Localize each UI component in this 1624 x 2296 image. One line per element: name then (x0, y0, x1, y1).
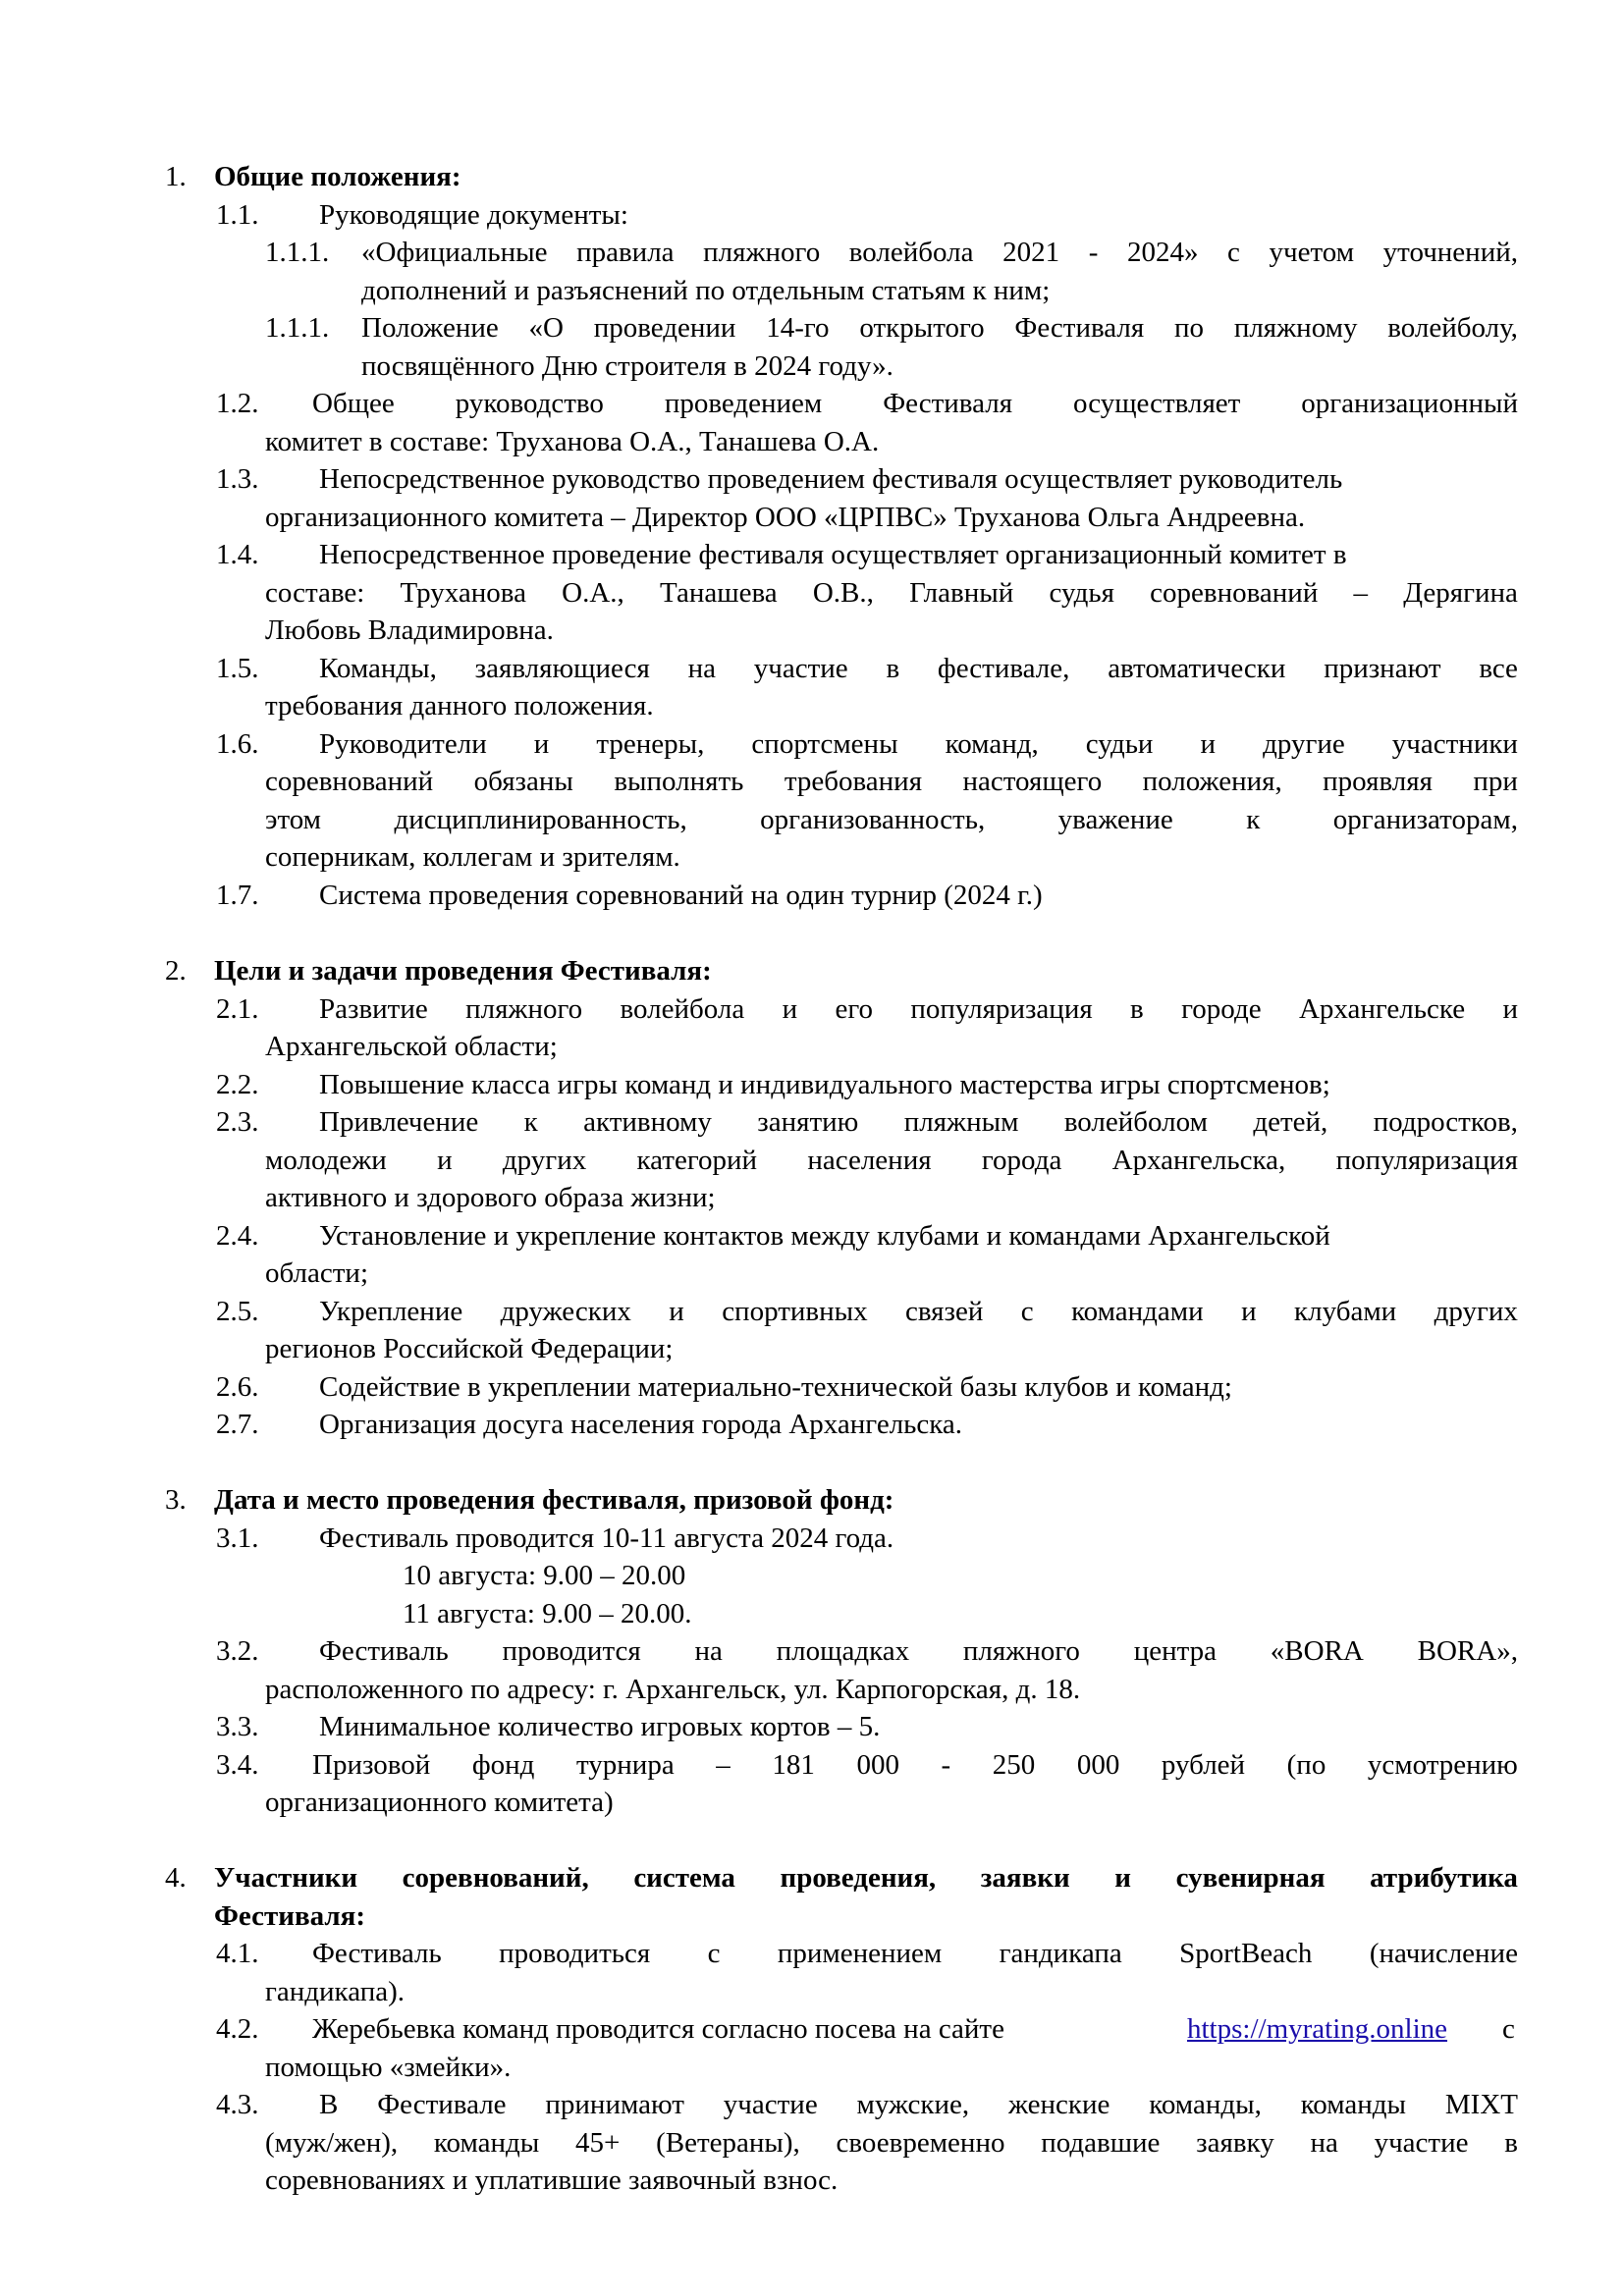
item-number: 1.1.1. (265, 237, 330, 268)
item-number: 4.1. (216, 1938, 259, 1969)
word: фонд (471, 1749, 535, 1781)
myrating-link[interactable]: https://myrating.online (1187, 2013, 1448, 2045)
word: атрибутика (1370, 1862, 1518, 1894)
word: Труханова (400, 577, 526, 609)
item-text-justified (265, 762, 1518, 801)
word: других (502, 1145, 587, 1176)
word: клубами (1294, 1296, 1397, 1327)
item-text-justified (265, 800, 1518, 839)
item-text-justified (265, 2123, 1518, 2163)
word: судьи (1085, 728, 1154, 760)
section-number: 2. (165, 955, 187, 987)
word: организационный (1301, 388, 1518, 419)
word: Архангельске (1298, 993, 1466, 1025)
item-number: 1.1. (216, 199, 259, 231)
word: В (319, 2089, 339, 2120)
word: спортсмены (751, 728, 898, 760)
word: участие (753, 653, 848, 684)
word: связей (905, 1296, 984, 1327)
word: на (687, 653, 716, 684)
word: проводиться (499, 1938, 651, 1969)
item-text: посвящённого Дню строителя в 2024 году». (361, 350, 893, 382)
word: пляжного (962, 1635, 1080, 1667)
word: волейболу, (1387, 312, 1518, 344)
word: при (1473, 766, 1518, 797)
word: Команды, (319, 653, 437, 684)
word: Фестиваля (1014, 312, 1145, 344)
item-text: Любовь Владимировна. (265, 614, 554, 646)
word: Положение (361, 312, 499, 344)
item-text: соревнованиях и уплатившие заявочный взнос. (265, 2164, 839, 2196)
section-title-justified (214, 1858, 1518, 1897)
word: других (1434, 1296, 1518, 1327)
word: Укрепление (319, 1296, 463, 1327)
word: к (523, 1106, 538, 1138)
item-number: 2.5. (216, 1296, 259, 1327)
item-text: Непосредственное руководство проведением фестиваля осуществляет руководитель (319, 463, 1343, 495)
section-title: Дата и место проведения фестиваля, призовой фонд: (214, 1484, 894, 1516)
item-text: области; (265, 1257, 368, 1289)
word: волейбола (848, 237, 974, 268)
item-number: 1.6. (216, 728, 259, 760)
word: проводится (502, 1635, 641, 1667)
item-text: Непосредственное проведение фестиваля осуществляет организационный комитет в (319, 539, 1347, 570)
item-number: 1.4. (216, 539, 259, 570)
item-text: требования данного положения. (265, 690, 654, 721)
word: SportBeach (1179, 1938, 1313, 1969)
word: - (941, 1749, 951, 1781)
word: с (707, 1938, 721, 1969)
word: автоматически (1108, 653, 1286, 684)
word: другие (1263, 728, 1345, 760)
word: с (1227, 237, 1240, 268)
item-number: 3.2. (216, 1635, 259, 1667)
item-number: 4.2. (216, 2013, 259, 2045)
item-text: активного и здорового образа жизни; (265, 1182, 716, 1213)
word: организаторам, (1332, 804, 1518, 835)
word: MIXT (1444, 2089, 1518, 2120)
item-text: Руководящие документы: (319, 199, 628, 231)
item-number: 2.6. (216, 1371, 259, 1403)
word: командами (1071, 1296, 1204, 1327)
word: и (533, 728, 550, 760)
word: сувенирная (1175, 1862, 1326, 1894)
word: команды, (1149, 2089, 1262, 2120)
item-number: 1.3. (216, 463, 259, 495)
word: города (981, 1145, 1062, 1176)
word: населения (807, 1145, 932, 1176)
word: волейбола (620, 993, 745, 1025)
item-text: расположенного по адресу: г. Архангельск, ул. Карпогорская, д. 18. (265, 1674, 1081, 1705)
word: Участники (214, 1862, 358, 1894)
word: выполнять (614, 766, 744, 797)
word: спортивных (722, 1296, 868, 1327)
word: заявку (1196, 2127, 1274, 2159)
item-text: соперникам, коллегам и зрителям. (265, 841, 680, 873)
word: турнира (576, 1749, 675, 1781)
word: (муж/жен), (265, 2127, 399, 2159)
word: система (633, 1862, 735, 1894)
word: мужские, (856, 2089, 970, 2120)
section-number: 3. (165, 1484, 187, 1516)
word: проведением (664, 388, 823, 419)
word: уточнений, (1382, 237, 1518, 268)
word: подавшие (1041, 2127, 1161, 2159)
item-text-justified (319, 724, 1518, 764)
word: организованность, (760, 804, 986, 835)
item-text-justified (312, 1934, 1518, 1973)
word: применением (777, 1938, 943, 1969)
word: активному (583, 1106, 712, 1138)
word: (по (1286, 1749, 1326, 1781)
word: - (1088, 237, 1099, 268)
word: этом (265, 804, 322, 835)
word: дисциплинированность, (394, 804, 687, 835)
word: Фестиваль (319, 1635, 449, 1667)
word: и (669, 1296, 684, 1327)
word: волейболом (1063, 1106, 1208, 1138)
schedule-day: 11 августа: 9.00 – 20.00. (403, 1598, 692, 1629)
item-text: организационного комитета) (265, 1787, 614, 1818)
item-number: 3.1. (216, 1522, 259, 1554)
item-text-justified (319, 1631, 1518, 1671)
word: «Официальные (361, 237, 548, 268)
word: правила (576, 237, 675, 268)
item-number: 1.2. (216, 388, 259, 419)
word: «О (528, 312, 564, 344)
word: О.А., (562, 577, 624, 609)
word: усмотрению (1367, 1749, 1518, 1781)
section-number: 4. (165, 1862, 187, 1894)
word: и (782, 993, 798, 1025)
section-number: 1. (165, 161, 187, 192)
item-text-justified (319, 649, 1518, 688)
word: требования (784, 766, 923, 797)
item-text-justified (319, 1292, 1518, 1331)
item-text: Повышение класса игры команд и индивидуального мастерства игры спортсменов; (319, 1069, 1330, 1100)
item-text-justified (312, 1745, 1518, 1785)
word: команд, (945, 728, 1039, 760)
word: участие (723, 2089, 818, 2120)
word: проведении (593, 312, 736, 344)
word: гандикапа (999, 1938, 1122, 1969)
word: 000 (856, 1749, 899, 1781)
word: с (1020, 1296, 1034, 1327)
word: 181 (772, 1749, 815, 1781)
word: и (1502, 993, 1518, 1025)
word: проявляя (1323, 766, 1433, 797)
word: настоящего (962, 766, 1103, 797)
word: Привлечение (319, 1106, 479, 1138)
word: на (694, 1635, 723, 1667)
word: Фестиваля (883, 388, 1013, 419)
word: уважение (1057, 804, 1173, 835)
item-text-justified (319, 2085, 1518, 2124)
word: О.В., (812, 577, 874, 609)
word: и (1241, 1296, 1257, 1327)
word: дружеских (500, 1296, 631, 1327)
item-text: с (1502, 2013, 1515, 2045)
word: пляжному (1233, 312, 1358, 344)
word: Фестивале (377, 2089, 507, 2120)
word: к (1246, 804, 1261, 835)
word: на (1310, 2127, 1338, 2159)
item-text: Содействие в укреплении материально-технической базы клубов и команд; (319, 1371, 1232, 1403)
word: признают (1324, 653, 1441, 684)
item-text: Система проведения соревнований на один турнир (2024 г.) (319, 880, 1043, 911)
word: Общее (312, 388, 395, 419)
word: Дерягина (1403, 577, 1518, 609)
section-title: Фестиваля: (214, 1900, 365, 1932)
word: – (716, 1749, 731, 1781)
word: категорий (636, 1145, 758, 1176)
word: Фестиваль (312, 1938, 442, 1969)
word: в (886, 653, 900, 684)
item-text: Жеребьевка команд проводится согласно посева на сайте (312, 2013, 1004, 2045)
item-text: Организация досуга населения города Архангельска. (319, 1409, 963, 1440)
item-number: 4.3. (216, 2089, 259, 2120)
word: проведения, (780, 1862, 937, 1894)
word: (начисление (1369, 1938, 1518, 1969)
word: учетом (1269, 237, 1355, 268)
word: тренеры, (596, 728, 705, 760)
item-number: 2.2. (216, 1069, 259, 1100)
item-text: Установление и укрепление контактов между клубами и командами Архангельской (319, 1220, 1330, 1252)
word: Призовой (312, 1749, 431, 1781)
item-text: Минимальное количество игровых кортов – 5. (319, 1711, 881, 1742)
word: BORA», (1417, 1635, 1518, 1667)
item-text-justified (361, 233, 1518, 272)
word: площадках (776, 1635, 910, 1667)
schedule-day: 10 августа: 9.00 – 20.00 (403, 1560, 686, 1591)
word: руководство (455, 388, 604, 419)
word: популяризация (1335, 1145, 1518, 1176)
word: принимают (545, 2089, 684, 2120)
word: заявки (980, 1862, 1070, 1894)
word: детей, (1253, 1106, 1328, 1138)
word: популяризация (910, 993, 1093, 1025)
item-number: 2.4. (216, 1220, 259, 1252)
item-number: 2.1. (216, 993, 259, 1025)
word: в (1504, 2127, 1518, 2159)
word: команды (433, 2127, 540, 2159)
word: Архангельска, (1111, 1145, 1286, 1176)
item-number: 1.5. (216, 653, 259, 684)
item-number: 3.3. (216, 1711, 259, 1742)
word: подростков, (1373, 1106, 1518, 1138)
word: 000 (1076, 1749, 1120, 1781)
word: и (1200, 728, 1217, 760)
word: «BORA (1270, 1635, 1364, 1667)
item-number: 1.1.1. (265, 312, 330, 344)
item-number: 1.7. (216, 880, 259, 911)
word: составе: (265, 577, 365, 609)
word: в (1130, 993, 1144, 1025)
word: центра (1133, 1635, 1218, 1667)
word: заявляющиеся (474, 653, 650, 684)
word: открытого (859, 312, 985, 344)
word: рублей (1161, 1749, 1246, 1781)
word: соревнований, (402, 1862, 589, 1894)
section-title: Цели и задачи проведения Фестиваля: (214, 955, 712, 987)
item-text: комитет в составе: Труханова О.А., Танашева О.А. (265, 426, 880, 457)
word: Развитие (319, 993, 428, 1025)
word: фестивале, (937, 653, 1070, 684)
item-text: дополнений и разъяснений по отдельным статьям к ним; (361, 275, 1051, 306)
item-text: организационного комитета – Директор ООО «ЦРПВС» Труханова Ольга Андреевна. (265, 502, 1306, 533)
item-text-justified (265, 573, 1518, 613)
word: и (1114, 1862, 1131, 1894)
word: по (1174, 312, 1205, 344)
word: осуществляет (1072, 388, 1241, 419)
item-text-justified (319, 1102, 1518, 1142)
item-number: 2.3. (216, 1106, 259, 1138)
word: участие (1374, 2127, 1469, 2159)
item-text-justified (361, 308, 1518, 347)
item-text: Архангельской области; (265, 1031, 558, 1062)
word: пляжного (465, 993, 583, 1025)
item-text-justified (265, 1141, 1518, 1180)
item-text: помощью «змейки». (265, 2052, 512, 2083)
word: 14-го (766, 312, 830, 344)
word: пляжного (703, 237, 821, 268)
word: 2024» (1126, 237, 1199, 268)
word: его (835, 993, 874, 1025)
word: обязаны (473, 766, 573, 797)
word: Главный (909, 577, 1014, 609)
word: соревнований (265, 766, 434, 797)
item-text: гандикапа). (265, 1976, 405, 2007)
item-number: 3.4. (216, 1749, 259, 1781)
word: 250 (992, 1749, 1036, 1781)
word: все (1479, 653, 1518, 684)
word: соревнований (1150, 577, 1319, 609)
item-number: 2.7. (216, 1409, 259, 1440)
word: судья (1049, 577, 1114, 609)
word: и (437, 1145, 453, 1176)
item-text: Фестиваль проводится 10-11 августа 2024 года. (319, 1522, 894, 1554)
word: женские (1007, 2089, 1110, 2120)
word: (Ветераны), (656, 2127, 800, 2159)
word: – (1353, 577, 1369, 609)
word: 45+ (575, 2127, 621, 2159)
word: Руководители (319, 728, 487, 760)
word: участники (1391, 728, 1518, 760)
word: своевременно (836, 2127, 1005, 2159)
section-title: Общие положения: (214, 161, 461, 192)
word: городе (1181, 993, 1262, 1025)
item-text-justified (319, 989, 1518, 1029)
word: занятию (757, 1106, 859, 1138)
word: положения, (1142, 766, 1282, 797)
word: Танашева (660, 577, 778, 609)
word: 2021 (1002, 237, 1060, 268)
word: молодежи (265, 1145, 387, 1176)
word: пляжным (903, 1106, 1019, 1138)
item-text: регионов Российской Федерации; (265, 1333, 674, 1364)
item-text-justified (312, 384, 1518, 423)
word: команды (1300, 2089, 1407, 2120)
